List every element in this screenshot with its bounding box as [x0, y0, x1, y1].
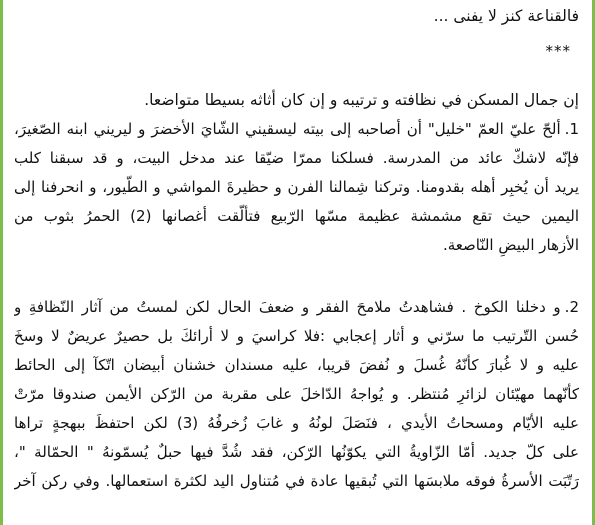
- paragraph-number: 1.: [564, 120, 579, 138]
- line-text: ألحّ عليّ العمّ "خليل" أن أصاحبه إلى بيته ليسقيني الشّايَ الأخضرَ و ليريني ابنه الصّغيرَ،: [14, 120, 561, 138]
- paragraph-line: اليمين حيث تقع مشمشة عظيمة مسّها الرّبيع فتألّقت أغصانها (2) الحمرُ بثوب من: [14, 207, 579, 225]
- line-text: و دخلنا الكوخ . فشاهدتُ ملامحَ الفقر و ضعفَ الحال لكن لمستُ من آثار النّظافةِ و: [14, 298, 561, 316]
- intro-sentence: إن جمال المسكن في نظافته و ترتيبه و إن كان أثاثه بسيطا متواضعا.: [144, 91, 579, 109]
- paragraph-line: الأزهار البيضِ النّاصعة.: [442, 236, 579, 254]
- paragraph-line: على كلّ جديد. أمّا الزّاويةُ التي يكوّنُها الرّكن، فقد شُدَّ فيها حبلٌ يُسمّونهُ " الحمّالة "،: [14, 443, 579, 461]
- paragraph-line: كأنّهما مهيّئان لزائرِ مُنتظر. و يُواجهُ الدّاخلَ على مقربة من الرّكن الأيمن صندوقا مرّتْ: [14, 385, 579, 403]
- paragraph-number: 2.: [564, 298, 579, 316]
- paragraph-line: فإنّه لاشكّ عائد من المدرسة. فسلكنا ممرّا ضيّقا عند مدخل البيت، و قد سبقنا كلب: [14, 149, 579, 167]
- paragraph-line: [14, 115, 579, 144]
- section-separator: ***: [545, 42, 571, 60]
- paragraph-2: [14, 293, 579, 496]
- paragraph-line: حُسن التّرتيب ما سرّني و أثار إعجابي :فلا كراسيَ و لا أرائكَ بل حصيرٌ عريضٌ لا وسخَ: [14, 327, 579, 345]
- paragraph-line: رَتّبَت الأسرةُ فوقه ملابسَها التي تُبقيها عادة في مُتناول اليد لكثرة استعمالها. وفي ركن آخر: [14, 472, 579, 490]
- top-line: فالقناعة كنز لا يفنى ...: [433, 7, 579, 25]
- paragraph-line: عليه الأيّام ومسحاتُ الأيدي ، فنَصَلَ لونُهُ و غابَ زُخرفُهُ (3) لكن احتفظَ ببهجةٍ تراها: [14, 414, 579, 432]
- paragraph-line: يريد أن يُخبِر أهله بقدومنا. وتركنا شِمالنا الفرن و حظيرةَ المواشي و الطّيور، و انحرفنا إلى: [14, 178, 579, 196]
- paragraph-line: عليه و لا غُبارَ كأنّهُ غُسلَ و نُفضَ قريبا، عليه مسندان خشنان أبيضان اتّكآ إلى الحائط: [14, 356, 579, 374]
- paragraph-1: [14, 115, 579, 260]
- paragraph-line: [14, 293, 579, 322]
